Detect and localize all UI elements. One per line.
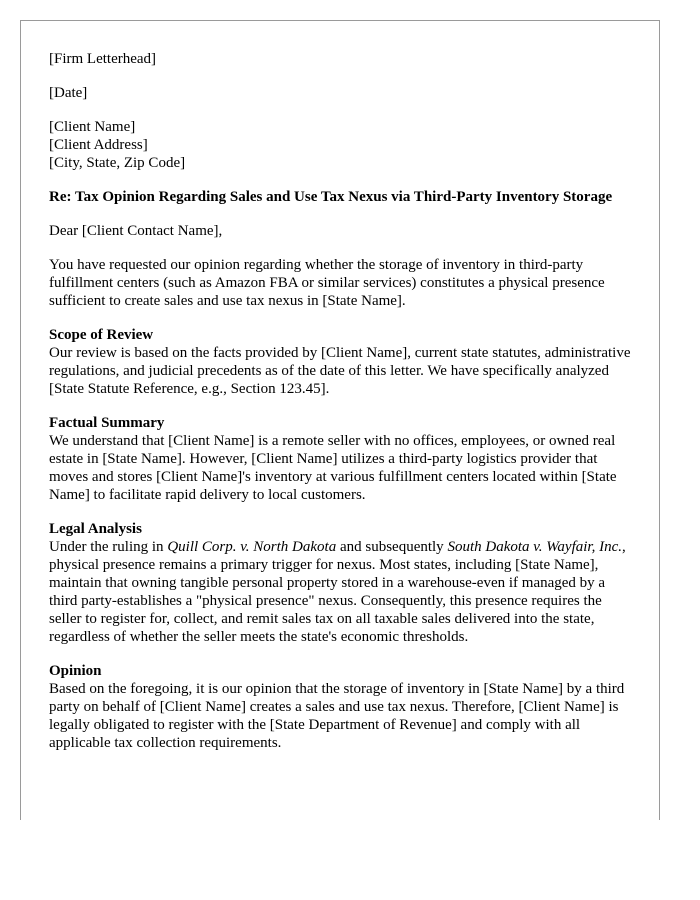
recipient-address: [Client Address] <box>49 137 148 153</box>
recipient-city-state-zip: [City, State, Zip Code] <box>49 155 186 171</box>
letter-date: [Date] <box>49 85 88 101</box>
facts-heading: Factual Summary <box>49 415 165 431</box>
facts-body: We understand that [Client Name] is a remote seller with no offices, employees, or owned real estate in [State Name]. However, [Client Name] utilizes a third-party logistics provider that moves and stores [Client Name]'s inventory at various fulfillment centers located within [State Name] to facilitate rapid delivery to local customers. <box>49 433 617 503</box>
recipient-block <box>49 118 634 172</box>
analysis-body <box>49 539 626 645</box>
letter-content <box>49 50 634 768</box>
scope-section <box>49 326 634 398</box>
analysis-body-mid: and subsequently <box>336 539 448 555</box>
scope-heading: Scope of Review <box>49 327 154 343</box>
analysis-body-suffix: , physical presence remains a primary trigger for nexus. Most states, including [State Name], maintain that owning tangible personal property stored in a warehouse-even if managed by a third party-establishes a "physical presence" nexus. Consequently, this presence requires the seller to register for, collect, and remit sales tax on all taxable sales delivered into the state, regardless of whether the seller meets the state's economic thresholds. <box>49 539 626 645</box>
recipient-name: [Client Name] <box>49 119 136 135</box>
case-citation-wayfair: South Dakota v. Wayfair, Inc. <box>447 539 622 555</box>
analysis-body-prefix: Under the ruling in <box>49 539 168 555</box>
analysis-heading: Legal Analysis <box>49 521 142 537</box>
opinion-heading: Opinion <box>49 663 102 679</box>
subject-line: Re: Tax Opinion Regarding Sales and Use Tax Nexus via Third-Party Inventory Storage <box>49 189 613 205</box>
opinion-section <box>49 662 634 752</box>
facts-section <box>49 414 634 504</box>
intro-paragraph: You have requested our opinion regarding whether the storage of inventory in third-party fulfillment centers (such as Amazon FBA or similar services) constitutes a physical presence sufficient to create sales and use tax nexus in [State Name]. <box>49 257 605 309</box>
letter-page <box>20 20 660 820</box>
letterhead: [Firm Letterhead] <box>49 51 157 67</box>
scope-body: Our review is based on the facts provided by [Client Name], current state statutes, administrative regulations, and judicial precedents as of the date of this letter. We have specifically analyzed [State Statute Reference, e.g., Section 123.45]. <box>49 345 631 397</box>
analysis-section <box>49 520 634 646</box>
opinion-body: Based on the foregoing, it is our opinion that the storage of inventory in [State Name] by a third party on behalf of [Client Name] creates a sales and use tax nexus. Therefore, [Client Name] is legally obligated to register with the [State Department of Revenue] and comply with all applicable tax collection requirements. <box>49 681 625 751</box>
salutation: Dear [Client Contact Name], <box>49 223 223 239</box>
case-citation-quill: Quill Corp. v. North Dakota <box>167 539 337 555</box>
